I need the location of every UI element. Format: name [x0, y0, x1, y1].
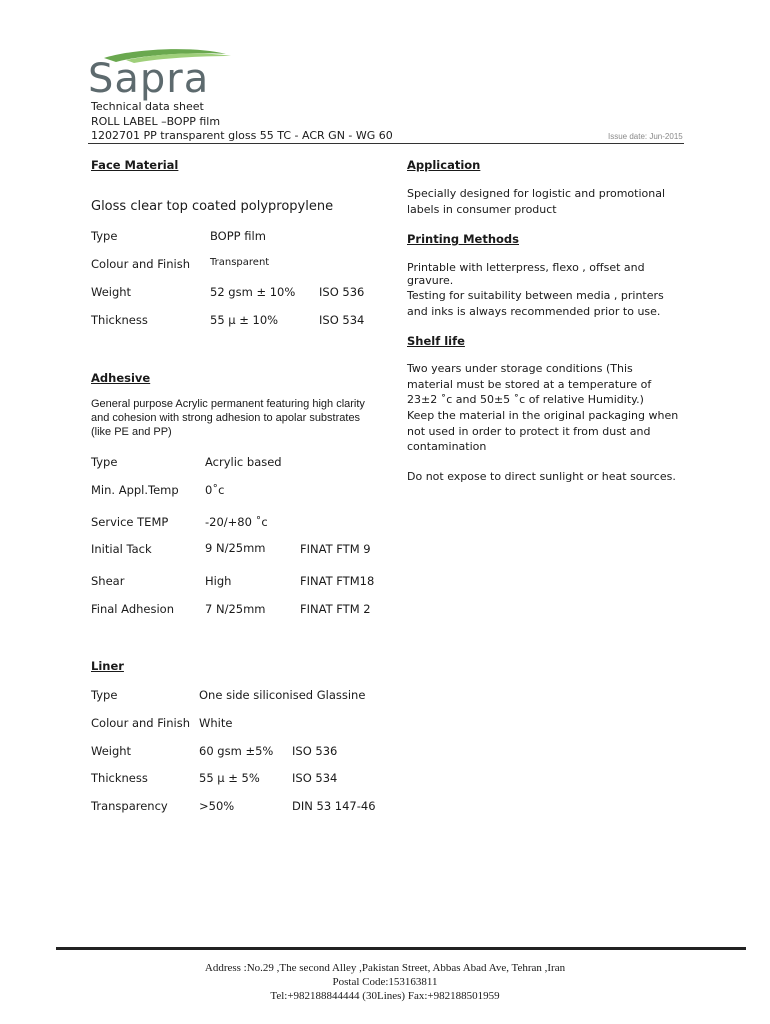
- face-type-value: BOPP film: [210, 229, 266, 243]
- printing-text-2: Testing for suitability between media , printers and inks is always recommended prior to use.: [407, 289, 664, 318]
- header-divider: [88, 143, 684, 144]
- issue-date: Issue date: Jun-2015: [608, 132, 683, 141]
- liner-weight-value: 60 gsm ±5%: [199, 744, 274, 758]
- company-logo: [86, 46, 246, 102]
- adhesive-type-value: Acrylic based: [205, 455, 282, 469]
- adhesive-service-temp-value: -20/+80 ˚c: [205, 515, 268, 529]
- doc-title: Technical data sheet: [91, 100, 204, 113]
- liner-heading: Liner: [91, 659, 124, 673]
- liner-transparency-value: >50%: [199, 799, 235, 813]
- adhesive-shear-std: FINAT FTM18: [300, 574, 375, 588]
- adhesive-shear-value: High: [205, 574, 232, 588]
- liner-type-label: Type: [91, 688, 118, 702]
- printing-text-1: Printable with letterpress, flexo , offset and gravure.: [407, 261, 645, 287]
- adhesive-final-label: Final Adhesion: [91, 602, 174, 616]
- liner-transparency-std: DIN 53 147-46: [292, 799, 376, 813]
- face-weight-value: 52 gsm ± 10%: [210, 285, 296, 299]
- adhesive-tack-label: Initial Tack: [91, 542, 152, 556]
- adhesive-final-std: FINAT FTM 2: [300, 602, 371, 616]
- liner-transparency-label: Transparency: [91, 799, 168, 813]
- application-heading: Application: [407, 158, 481, 172]
- face-material-description: Gloss clear top coated polypropylene: [91, 199, 334, 214]
- adhesive-tack-std: FINAT FTM 9: [300, 542, 371, 556]
- liner-colour-value: White: [199, 716, 233, 730]
- shelf-life-heading: Shelf life: [407, 334, 465, 348]
- shelf-life-text-3: Do not expose to direct sunlight or heat sources.: [407, 470, 676, 483]
- shelf-life-text-1: Two years under storage conditions (This material must be stored at a temperature of 23±2 ˚c and 50±5 ˚c of relative Humidity.): [407, 362, 652, 406]
- footer-postal: Postal Code:153163811: [332, 976, 438, 988]
- footer-address: Address :No.29 ,The second Alley ,Pakistan Street, Abbas Abad Ave, Tehran ,Iran: [204, 962, 566, 974]
- face-thickness-std: ISO 534: [319, 313, 365, 327]
- face-thickness-value: 55 μ ± 10%: [210, 313, 279, 327]
- adhesive-final-value: 7 N/25mm: [205, 602, 266, 616]
- face-colour-label: Colour and Finish: [91, 257, 190, 271]
- face-colour-value: Transparent: [210, 257, 270, 268]
- adhesive-min-temp-value: 0˚c: [205, 483, 225, 497]
- product-code: 1202701 PP transparent gloss 55 TC - ACR GN - WG 60: [91, 129, 393, 142]
- adhesive-description: General purpose Acrylic permanent featuring high clarity and cohesion with strong adhesion to apolar substrates (like PE and PP): [91, 398, 365, 438]
- adhesive-tack-value: 9 N/25mm: [205, 541, 266, 555]
- shelf-life-text-2: Keep the material in the original packaging when not used in order to protect it from dust and contamination: [407, 409, 679, 453]
- adhesive-service-temp-label: Service TEMP: [91, 515, 169, 529]
- printing-heading: Printing Methods: [407, 232, 519, 246]
- footer-contact: Tel:+982188844444 (30Lines) Fax:+982188501959: [270, 990, 500, 1002]
- liner-thickness-value: 55 μ ± 5%: [199, 771, 260, 785]
- footer-divider: [56, 947, 746, 950]
- adhesive-min-temp-label: Min. Appl.Temp: [91, 483, 179, 497]
- face-weight-std: ISO 536: [319, 285, 365, 299]
- face-material-heading: Face Material: [91, 158, 179, 172]
- liner-colour-label: Colour and Finish: [91, 716, 190, 730]
- adhesive-heading: Adhesive: [91, 371, 151, 385]
- liner-thickness-std: ISO 534: [292, 771, 338, 785]
- product-line: ROLL LABEL –BOPP film: [91, 115, 221, 128]
- face-thickness-label: Thickness: [91, 313, 148, 327]
- adhesive-shear-label: Shear: [91, 574, 125, 588]
- application-text: Specially designed for logistic and promotional labels in consumer product: [407, 187, 666, 216]
- liner-thickness-label: Thickness: [91, 771, 148, 785]
- face-weight-label: Weight: [91, 285, 132, 299]
- face-type-label: Type: [91, 229, 118, 243]
- adhesive-type-label: Type: [91, 455, 118, 469]
- liner-weight-std: ISO 536: [292, 744, 338, 758]
- liner-type-value: One side siliconised Glassine: [199, 688, 366, 702]
- liner-weight-label: Weight: [91, 744, 132, 758]
- logo-text: Sapra: [88, 56, 210, 102]
